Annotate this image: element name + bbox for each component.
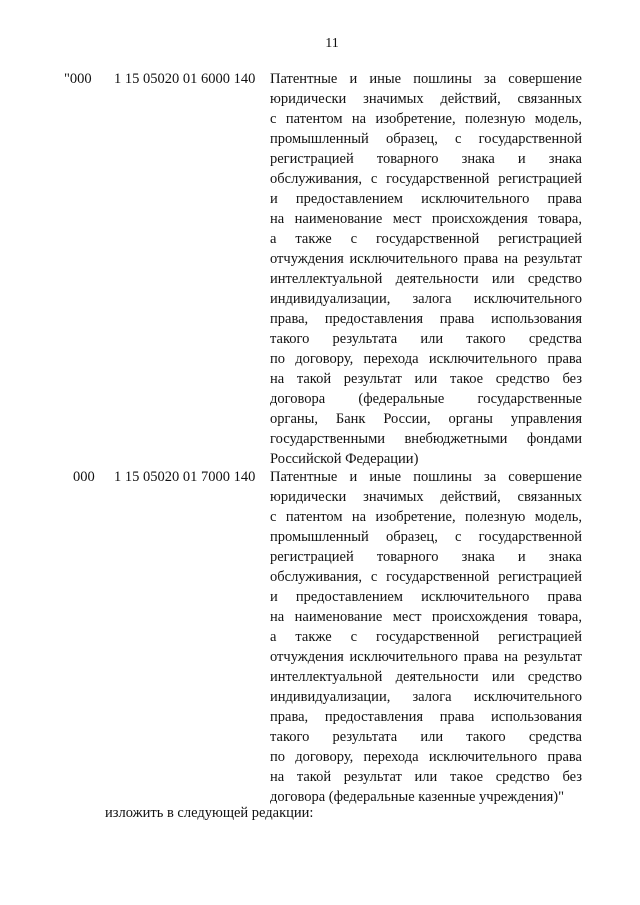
row-description	[270, 69, 582, 469]
description-line: Патентные и иные пошлины за совершение	[270, 469, 582, 485]
description-line: промышленный образец, с государственной	[270, 131, 582, 147]
description-line: по договору, перехода исключительного права	[270, 351, 582, 367]
description-line: с патентом на изобретение, полезную модель,	[270, 509, 582, 525]
description-line: и предоставлением исключительного права	[270, 589, 582, 605]
description-line: на такой результат или такое средство без	[270, 769, 582, 785]
description-line: с патентом на изобретение, полезную модель,	[270, 111, 582, 127]
admin-code: "000	[64, 71, 92, 87]
description-line: юридически значимых действий, связанных	[270, 489, 582, 505]
description-line: органы, Банк России, органы управления	[270, 411, 582, 427]
description-line: права, предоставления права использования	[270, 311, 582, 327]
description-line: на такой результат или такое средство без	[270, 371, 582, 387]
description-line: интеллектуальной деятельности или средство	[270, 669, 582, 685]
description-line: обслуживания, с государственной регистрацией	[270, 569, 582, 585]
description-line: по договору, перехода исключительного права	[270, 749, 582, 765]
kbk-code: 1 15 05020 01 6000 140	[114, 71, 256, 87]
description-line: такого результата или такого средства	[270, 729, 582, 745]
description-line: Патентные и иные пошлины за совершение	[270, 71, 582, 87]
description-line: а также с государственной регистрацией	[270, 629, 582, 645]
closing-text: изложить в следующей редакции:	[105, 805, 314, 821]
description-line: права, предоставления права использования	[270, 709, 582, 725]
description-line: такого результата или такого средства	[270, 331, 582, 347]
description-line: договора (федеральные государственные	[270, 391, 582, 407]
description-line: индивидуализации, залога исключительного	[270, 689, 582, 705]
description-line: договора (федеральные казенные учреждения)"	[270, 789, 565, 805]
description-line: а также с государственной регистрацией	[270, 231, 582, 247]
description-line: Российской Федерации)	[270, 451, 419, 467]
description-line: и предоставлением исключительного права	[270, 191, 582, 207]
description-line: отчуждения исключительного права на результат	[270, 649, 582, 665]
kbk-code: 1 15 05020 01 7000 140	[114, 469, 256, 485]
description-line: государственными внебюджетными фондами	[270, 431, 582, 447]
description-line: юридически значимых действий, связанных	[270, 91, 582, 107]
description-line: отчуждения исключительного права на результат	[270, 251, 582, 267]
description-line: на наименование мест происхождения товара,	[270, 609, 582, 625]
description-line: промышленный образец, с государственной	[270, 529, 582, 545]
row-description	[270, 467, 582, 807]
admin-code: 000	[73, 469, 95, 485]
description-line: регистрацией товарного знака и знака	[270, 151, 582, 167]
description-line: интеллектуальной деятельности или средство	[270, 271, 582, 287]
description-line: регистрацией товарного знака и знака	[270, 549, 582, 565]
description-line: на наименование мест происхождения товара,	[270, 211, 582, 227]
description-line: индивидуализации, залога исключительного	[270, 291, 582, 307]
description-line: обслуживания, с государственной регистрацией	[270, 171, 582, 187]
page-number: 11	[325, 36, 339, 51]
